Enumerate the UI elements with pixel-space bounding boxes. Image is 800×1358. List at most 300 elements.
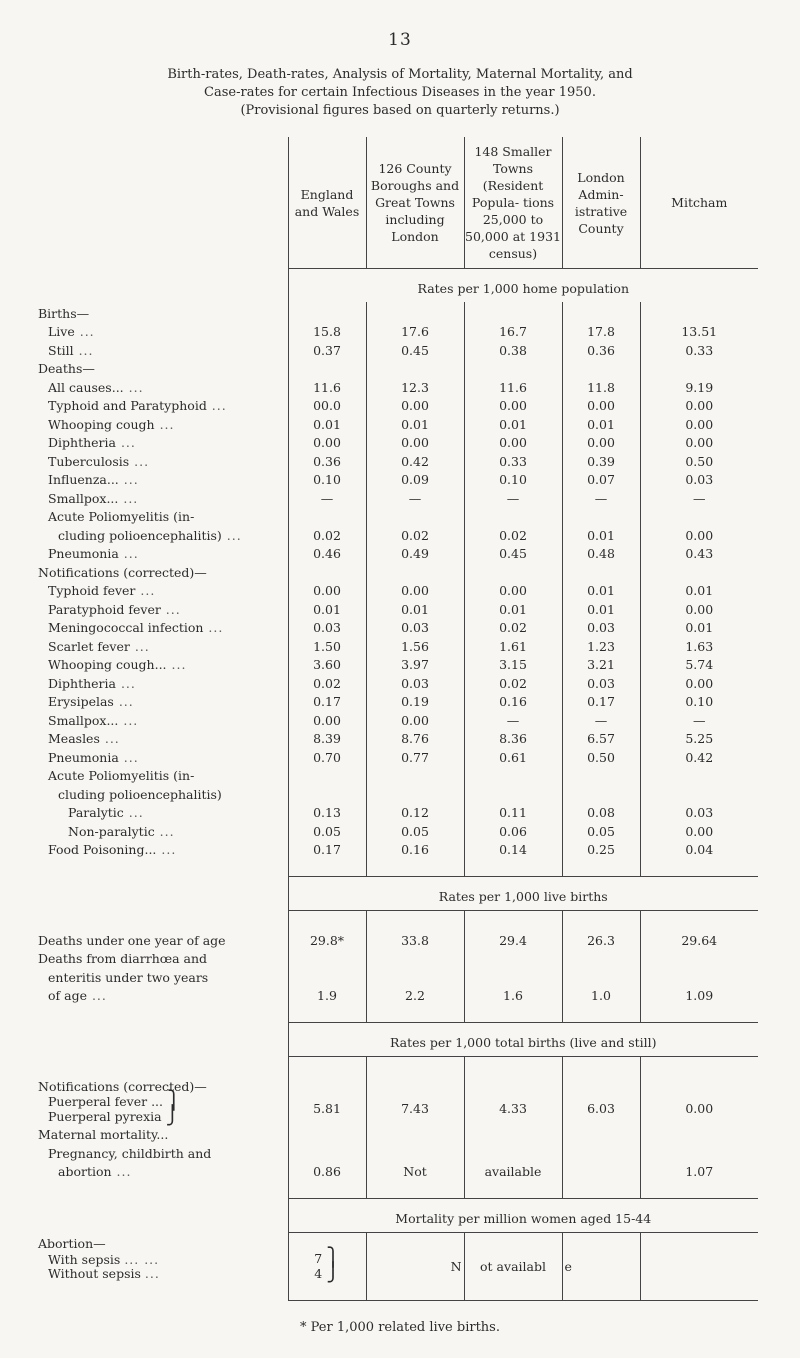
table-row [38,321,758,340]
table-row [38,746,758,765]
value-cell: 0.10 [640,691,758,710]
section-home-population: Rates per 1,000 home population [288,269,758,303]
value-cell: 29.8* [288,929,366,948]
value-cell: 8.39 [288,728,366,747]
row-label-text: Paralytic [68,805,124,820]
value-cell: 1.23 [562,635,640,654]
caption-line-2: Case-rates for certain Infectious Diseases in the year 1950. [204,85,596,100]
value-cell: 0.12 [366,802,464,821]
value-cell: 6.57 [562,728,640,747]
value-cell: 0.17 [288,839,366,858]
value-cell: 4.33 [464,1094,562,1124]
leader-dots: ... [160,601,181,617]
value-cell: 0.13 [288,802,366,821]
value-cell: 0.03 [366,617,464,636]
value-cell: 0.08 [562,802,640,821]
value-cell: 1.50 [288,635,366,654]
value-cell: 0.00 [288,580,366,599]
value-cell: 6.03 [562,1094,640,1124]
row-label [38,524,288,543]
value-cell: 0.00 [562,432,640,451]
not-available-part: e [562,1251,640,1281]
value-cell: 0.02 [464,524,562,543]
value-cell: 0.02 [464,617,562,636]
leader-dots: ... [118,472,139,487]
row-label [38,839,288,858]
section-row [38,1022,758,1056]
heading-row [38,1142,758,1161]
table-row [38,580,758,599]
value-cell: 0.14 [464,839,562,858]
row-label [38,654,288,673]
row-label [38,543,288,562]
section-row [38,269,758,303]
without-sepsis-value: 4 [314,1266,323,1281]
row-label-text: Whooping cough... [48,657,167,672]
value-cell: 0.00 [640,432,758,451]
row-label [38,709,288,728]
value-cell: — [464,709,562,728]
table-row [38,487,758,506]
value-cell: 0.50 [640,450,758,469]
value-cell: 15.8 [288,321,366,340]
with-sepsis-value: 7 [314,1251,323,1266]
row-label-text: Still [48,342,74,358]
leader-dots: ... [154,823,175,839]
value-cell: 0.03 [288,617,366,636]
value-cell: 0.49 [366,543,464,562]
row-label [38,580,288,599]
row-label-text: cluding polioencephalitis) [58,527,222,543]
value-cell: 0.00 [640,1094,758,1124]
table-row [38,413,758,432]
column-header-row [38,137,758,269]
diarrhoea-label-line2: enteritis under two years [48,969,209,985]
value-cell: 12.3 [366,376,464,395]
table-row [38,672,758,691]
value-cell: 0.10 [464,469,562,488]
value-cell: 0.00 [288,709,366,728]
heading-row [38,783,758,802]
row-label [38,672,288,691]
puerperal-fever-label: Puerperal fever ... [48,1093,163,1109]
value-cell: 0.00 [366,432,464,451]
row-label [38,432,288,451]
value-cell: 0.17 [562,691,640,710]
not-available-part: ot availabl [464,1251,562,1281]
table-row [38,469,758,488]
value-cell: — [640,487,758,506]
value-cell: 0.01 [640,617,758,636]
value-cell: 17.6 [366,321,464,340]
value-cell: 1.0 [562,985,640,1004]
value-cell: 0.01 [562,598,640,617]
value-cell: — [288,487,366,506]
value-cell: 3.97 [366,654,464,673]
value-cell: 9.19 [640,376,758,395]
value-cell: 0.01 [640,580,758,599]
heading-row [38,948,758,967]
value-cell: 0.02 [288,524,366,543]
without-sepsis-label: Without sepsis [48,1266,141,1281]
polio-label-line1: Acute Poliomyelitis (in- [48,509,195,524]
col-england-wales: England and Wales [288,137,366,269]
value-cell: 0.00 [464,395,562,414]
header-blank [38,137,288,269]
not-available-part: N [366,1251,464,1281]
leader-dots: ... [86,988,107,1003]
leader-dots: ... [135,583,156,598]
row-label-text: Whooping cough [48,416,155,432]
row-label-text: Typhoid and Paratyphoid [48,398,207,413]
value-cell: 0.00 [640,395,758,414]
n-polio-label-line2: cluding polioencephalitis) [58,786,222,802]
value-cell: — [562,709,640,728]
row-label [38,635,288,654]
brace-icon: ⎫ [166,1089,181,1111]
value-cell: 0.01 [366,598,464,617]
row-label-text: Measles [48,731,100,746]
value-cell: — [562,487,640,506]
value-cell: 0.45 [366,339,464,358]
table-row [38,929,758,948]
value-cell: 29.64 [640,929,758,948]
heading-row [38,966,758,985]
value-cell: 0.70 [288,746,366,765]
table-row [38,635,758,654]
row-label-text: Pneumonia [48,546,119,561]
notifications-heading: Notifications (corrected)— [38,564,207,580]
table-row [38,1251,758,1281]
section-row [38,1198,758,1232]
row-label-text: Live [48,324,75,339]
table-row [38,802,758,821]
table-row [38,543,758,562]
row-label-text: Pneumonia [48,749,119,765]
row-label [38,929,288,948]
value-cell: 11.8 [562,376,640,395]
row-label-text: Non-paralytic [68,823,155,839]
value-cell: 0.00 [640,598,758,617]
leader-dots: ... [73,342,94,358]
value-cell: available [464,1161,562,1180]
table-caption [0,66,800,120]
value-cell: 1.61 [464,635,562,654]
leader-dots: ... [221,527,242,543]
heading-row [38,358,758,377]
value-cell: 0.61 [464,746,562,765]
table-row [38,432,758,451]
value-cell: 0.39 [562,450,640,469]
value-cell: 0.06 [464,820,562,839]
value-cell: 8.76 [366,728,464,747]
value-cell: 0.17 [288,691,366,710]
value-cell: 0.01 [288,598,366,617]
brace-icon: ⎭ [165,1104,180,1126]
value-cell: 0.07 [562,469,640,488]
value-cell: 1.63 [640,635,758,654]
leader-dots: ... [115,675,136,691]
value-cell: 0.10 [288,469,366,488]
value-cell [562,1161,640,1180]
row-label-text: Erysipelas [48,694,114,709]
row-label [38,802,288,821]
heading-row [38,1075,758,1094]
col-smaller-towns: 148 Smaller Towns (Resident Popula- tions 25,000 to 50,000 at 1931 census) [464,137,562,269]
value-cell: 0.25 [562,839,640,858]
leader-dots: ... [154,416,175,432]
row-label-text: Smallpox... [48,490,119,506]
value-cell: 0.48 [562,543,640,562]
value-cell: 0.01 [562,524,640,543]
value-cell: 0.45 [464,543,562,562]
value-cell: 5.81 [288,1094,366,1124]
value-cell: 0.03 [562,672,640,691]
value-cell: 0.77 [366,746,464,765]
leader-dots: ... [129,638,150,654]
leader-dots: ... [123,805,144,820]
caption-line-3: (Provisional figures based on quarterly returns.) [240,103,560,118]
row-label [38,339,288,358]
value-cell: 1.56 [366,635,464,654]
row-label [38,820,288,839]
sepsis-values [288,1247,366,1283]
value-cell: 0.04 [640,839,758,858]
value-cell: 0.46 [288,543,366,562]
row-label-text: Influenza... [48,472,119,487]
row-label [38,617,288,636]
value-cell: 0.33 [640,339,758,358]
value-cell: 1.09 [640,985,758,1004]
value-cell: 0.00 [288,432,366,451]
value-cell: 1.07 [640,1161,758,1180]
row-label [38,413,288,432]
abortion-heading: Abortion— [38,1236,106,1251]
value-cell: 00.0 [288,395,366,414]
heading-row [38,506,758,525]
value-cell: 0.01 [562,580,640,599]
value-cell: 0.05 [288,820,366,839]
value-cell: 3.60 [288,654,366,673]
value-cell: — [640,709,758,728]
table-row [38,1094,758,1124]
row-label-text: Typhoid fever [48,583,136,598]
value-cell: 0.00 [640,672,758,691]
value-cell: 17.8 [562,321,640,340]
caption-line-1: Birth-rates, Death-rates, Analysis of Mortality, Maternal Mortality, and [167,67,633,82]
row-label-text: Diphtheria [48,435,116,450]
value-cell: 0.01 [288,413,366,432]
section-women: Mortality per million women aged 15-44 [288,1198,758,1232]
heading-row [38,302,758,321]
leader-dots: ... [123,379,144,395]
value-cell: 0.00 [366,395,464,414]
value-cell: Not [366,1161,464,1180]
row-label-text: Tuberculosis [48,453,130,469]
table-row [38,728,758,747]
heading-row [38,765,758,784]
table-row [38,395,758,414]
row-label-text: of age [48,988,87,1003]
row-label-text: Smallpox... [48,712,119,728]
row-label [38,746,288,765]
row-label-text: Food Poisoning... [48,842,157,857]
table-row [38,654,758,673]
leader-dots: ... [206,398,227,413]
value-cell: 0.09 [366,469,464,488]
value-cell: 26.3 [562,929,640,948]
pregnancy-label-line1: Pregnancy, childbirth and [48,1145,212,1161]
puerperal-pyrexia-label: Puerperal pyrexia [48,1108,162,1124]
with-sepsis-label: With sepsis [48,1252,121,1267]
leader-dots: ... [74,324,95,339]
value-cell: 0.03 [562,617,640,636]
value-cell: 0.03 [640,469,758,488]
value-cell: 0.38 [464,339,562,358]
leader-dots: ... [113,694,134,709]
leader-dots: ... [118,546,139,561]
value-cell: 0.16 [366,839,464,858]
table-row [38,617,758,636]
leader-dots: ... [203,620,224,635]
row-label [38,728,288,747]
row-label-text: abortion [58,1164,112,1179]
sepsis-labels: With sepsis ... ... Without sepsis ... [48,1252,160,1281]
leader-dots: ... [166,657,187,672]
heading-row [38,1124,758,1143]
value-cell: 0.19 [366,691,464,710]
births-heading: Births— [38,305,90,321]
value-cell: — [366,487,464,506]
col-london-county: London Admin- istrative County [562,137,640,269]
value-cell: 0.00 [464,580,562,599]
table-row [38,839,758,858]
table-row [38,450,758,469]
value-cell: 8.36 [464,728,562,747]
value-cell: 0.02 [464,672,562,691]
row-label-text: Deaths under one year of age [38,932,226,948]
section-total-births: Rates per 1,000 total births (live and still) [288,1022,758,1056]
leader-dots: ... [111,1164,132,1179]
value-cell: 16.7 [464,321,562,340]
leader-dots: ... [118,712,139,728]
row-label-text: Meningococcal infection [48,620,204,635]
value-cell: 0.37 [288,339,366,358]
section-row [38,876,758,910]
section-live-births: Rates per 1,000 live births [288,876,758,910]
row-label [38,487,288,506]
value-cell: 0.00 [464,432,562,451]
value-cell: 33.8 [366,929,464,948]
value-cell: 0.36 [562,339,640,358]
value-cell: 0.02 [288,672,366,691]
row-label-text: Diphtheria [48,675,116,691]
value-cell: 0.16 [464,691,562,710]
maternal-mortality-heading: Maternal mortality... [38,1127,169,1142]
value-cell: 0.00 [640,524,758,543]
leader-dots: ... [156,842,177,857]
value-cell: 0.11 [464,802,562,821]
row-label [38,450,288,469]
value-cell: 0.03 [640,802,758,821]
heading-row [38,1232,758,1251]
table-row [38,1161,758,1180]
col-mitcham: Mitcham [640,137,758,269]
value-cell: 0.05 [562,820,640,839]
brace-icon: ⎫ [326,1247,340,1268]
row-label [38,469,288,488]
n-polio-label-line1: Acute Poliomyelitis (in- [48,768,195,783]
value-cell: 0.00 [640,413,758,432]
page-number: 13 [388,30,412,50]
value-cell: 29.4 [464,929,562,948]
maternal-notifications-heading: Notifications (corrected)— [38,1078,207,1094]
value-cell: — [464,487,562,506]
row-label [38,1161,288,1180]
table-row [38,376,758,395]
row-label-text: All causes... [48,379,124,395]
row-label [38,321,288,340]
value-cell: 0.36 [288,450,366,469]
value-cell: 0.02 [366,524,464,543]
row-label [38,691,288,710]
statistics-table [38,137,758,1301]
row-label [38,985,288,1004]
value-cell: 5.74 [640,654,758,673]
table-row [38,339,758,358]
value-cell: 0.42 [640,746,758,765]
value-cell: 0.00 [366,580,464,599]
value-cell: 0.01 [464,413,562,432]
value-cell: 2.2 [366,985,464,1004]
footnote: * Per 1,000 related live births. [300,1320,500,1335]
value-cell: 0.03 [366,672,464,691]
value-cell: 7.43 [366,1094,464,1124]
value-cell: 0.00 [562,395,640,414]
leader-dots: ... [129,453,150,469]
value-cell: 0.50 [562,746,640,765]
value-cell: 1.9 [288,985,366,1004]
puerperal-labels [38,1089,288,1126]
value-cell: 0.01 [562,413,640,432]
value-cell: 0.01 [366,413,464,432]
table-row [38,820,758,839]
row-label-text: Paratyphoid fever [48,601,161,617]
value-cell: 5.25 [640,728,758,747]
row-label-text: Scarlet fever [48,638,130,654]
row-label [38,598,288,617]
leader-dots: ... [118,749,139,765]
col-county-boroughs: 126 County Boroughs and Great Towns including London [366,137,464,269]
value-cell: 0.42 [366,450,464,469]
leader-dots: ... [115,435,136,450]
table-row [38,985,758,1004]
table-row [38,598,758,617]
row-label [38,376,288,395]
table-row [38,709,758,728]
value-cell: 0.00 [366,709,464,728]
value-cell: 13.51 [640,321,758,340]
diarrhoea-label-line1: Deaths from diarrhœa and [38,951,208,966]
leader-dots: ... [99,731,120,746]
row-label [38,395,288,414]
deaths-heading: Deaths— [38,361,95,376]
value-cell: 0.33 [464,450,562,469]
value-cell: 1.6 [464,985,562,1004]
value-cell: 0.01 [464,598,562,617]
table-row [38,691,758,710]
value-cell: 0.05 [366,820,464,839]
